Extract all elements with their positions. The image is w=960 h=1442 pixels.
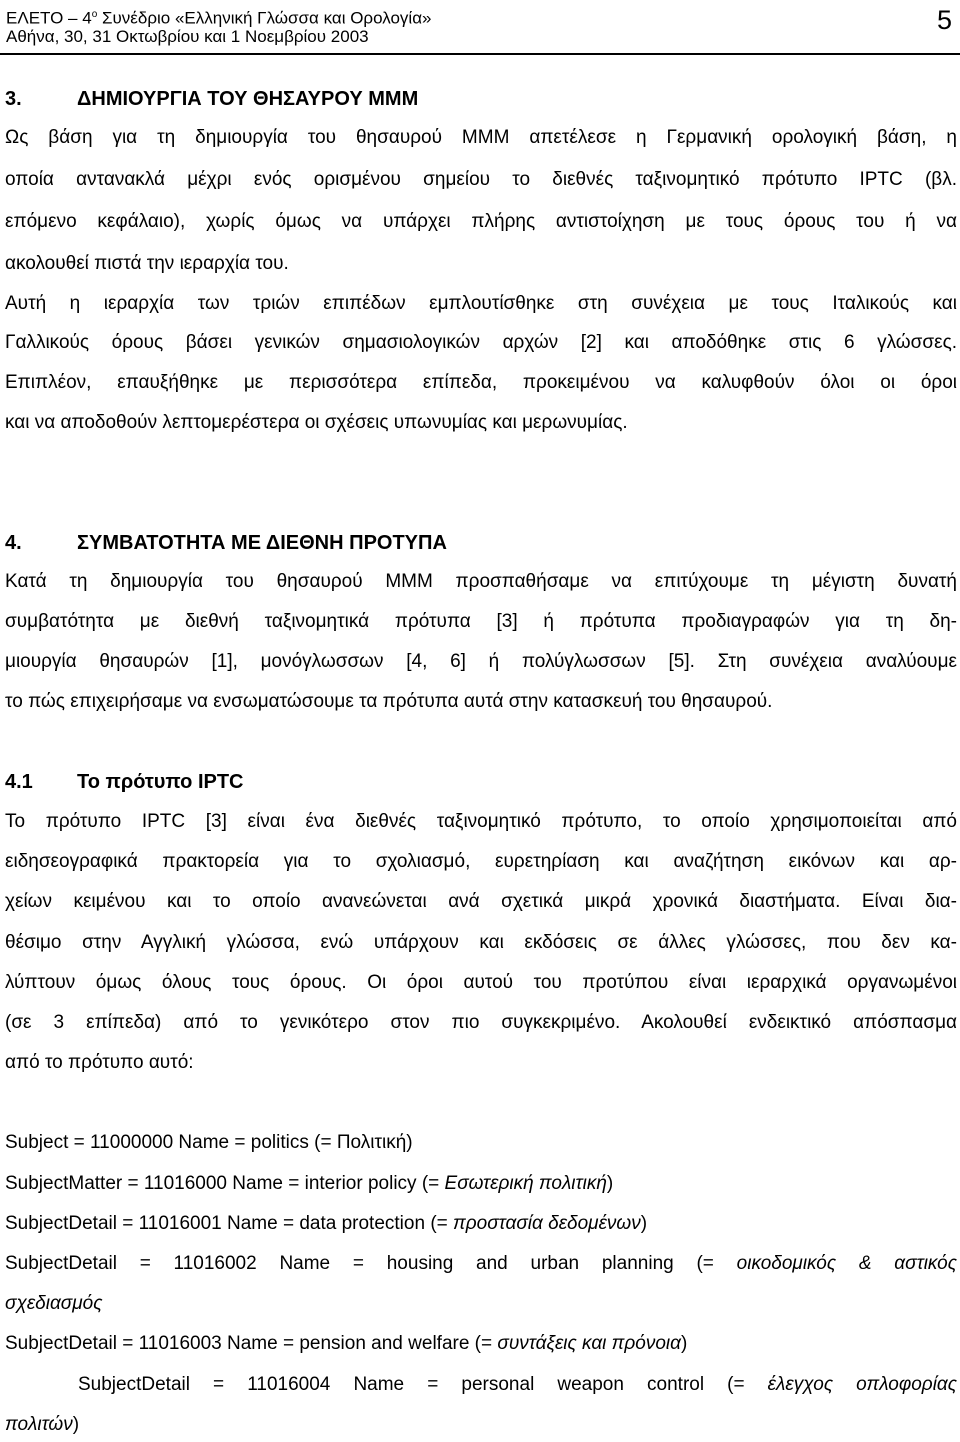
paragraph-line: από το πρότυπο αυτό: [5,1052,194,1073]
paragraph-line: το πώς επιχειρήσαμε να ενσωματώσουμε τα πρότυπα αυτά στην κατασκευή του θησαυρού. [5,691,773,712]
paragraph-line: θέσιμο στην Αγγλική γλώσσα, ενώ υπάρχουν και εκδόσεις σε άλλες γλώσσες, που δεν κα- [5,932,957,953]
paragraph-line: Κατά τη δημιουργία του θησαυρού ΜΜΜ προσπαθήσαμε να επιτύχουμε τη μέγιστη δυνατή [5,571,957,592]
section-3-heading [5,87,957,111]
paragraph-line: και να αποδοθούν λεπτομερέστερα οι σχέσεις υπωνυμίας και μερωνυμίας. [5,412,628,433]
example-closing: ) [680,1333,688,1354]
section-number: 4. [5,532,22,554]
example-translation: προστασία δεδομένων [453,1213,641,1234]
example-entry [5,1172,957,1196]
example-entry [5,1252,957,1276]
example-code: SubjectDetail = 11016001 Name = data protection (= [5,1213,454,1234]
paragraph-line: μιουργία θησαυρών [1], μονόγλωσσων [4, 6] ή πολύγλωσσων [5]. Στη συνέχεια αναλύουμε [5,651,957,672]
paragraph-line: συμβατότητα με διεθνή ταξινομητικά πρότυπα [3] ή πρότυπα προδιαγραφών για τη δη- [5,611,957,632]
header-superscript: ο [91,9,98,20]
header-text-rest: Συνέδριο «Ελληνική Γλώσσα και Ορολογία» [97,8,432,28]
example-entry [5,1212,957,1236]
example-translation: σχεδιασμός [5,1293,103,1314]
example-entry-continuation [5,1292,957,1316]
page-number: 5 [936,5,952,35]
example-entry [5,1332,957,1356]
example-code: SubjectDetail = 11016003 Name = pension and welfare (= [5,1333,498,1354]
example-translation: πολιτών [5,1414,73,1435]
section-number: 3. [5,88,22,110]
section-4-1-heading [5,770,957,794]
paragraph-line: Αυτή η ιεραρχία των τριών επιπέδων εμπλουτίσθηκε στη συνέχεια με τους Ιταλικούς και [5,293,957,314]
paragraph-line: ακολουθεί πιστά την ιεραρχία του. [5,253,289,274]
example-entry-continuation [5,1413,957,1437]
header-text: ΕΛΕΤΟ – 4 [6,8,92,28]
section-4-heading [5,531,957,555]
section-title: ΔΗΜΙΟΥΡΓΙΑ ΤΟΥ ΘΗΣΑΥΡΟΥ ΜΜΜ [77,88,419,110]
running-header-dates: Αθήνα, 30, 31 Οκτωβρίου και 1 Νοεμβρίου 2003 [6,27,369,46]
example-closing: ) [72,1414,80,1435]
section-number: 4.1 [5,771,33,793]
paragraph-line: οποία αντανακλά μέχρι ενός ορισμένου σημείου το διεθνές ταξινομητικό πρότυπο IPTC (βλ. [5,169,957,190]
example-translation: οικοδομικός & αστικός [736,1253,957,1274]
paragraph-line: ειδησεογραφικά πρακτορεία για το σχολιασμό, ευρετηρίαση και αναζήτηση εικόνων και αρ- [5,851,957,872]
paragraph-line: Επιπλέον, επαυξήθηκε με περισσότερα επίπεδα, προκειμένου να καλυφθούν όλοι οι όροι [5,372,957,393]
example-entry [78,1373,957,1397]
example-translation: Εσωτερική πολιτική [444,1173,607,1194]
example-code: SubjectDetail = 11016002 Name = housing and urban planning (= [5,1253,737,1274]
example-code: SubjectDetail = 11016004 Name = personal weapon control (= [78,1374,768,1395]
example-closing: ) [606,1173,614,1194]
example-translation: συντάξεις και πρόνοια [497,1333,681,1354]
example-closing: ) [640,1213,648,1234]
example-translation: έλεγχος οπλοφορίας [767,1374,957,1395]
running-header-conference [6,5,886,29]
header-rule [0,53,960,55]
section-title: Το πρότυπο IPTC [77,771,244,793]
section-title: ΣΥΜΒΑΤΟΤΗΤΑ ΜΕ ΔΙΕΘΝΗ ΠΡΟΤΥΠΑ [77,532,447,554]
paragraph-line: Γαλλικούς όρους βάσει γενικών σημασιολογικών αρχών [2] και αποδόθηκε στις 6 γλώσσες. [5,332,957,353]
paragraph-line: Ως βάση για τη δημιουργία του θησαυρού ΜΜΜ απετέλεσε η Γερμανική ορολογική βάση, η [5,127,957,148]
paragraph-line: Το πρότυπο IPTC [3] είναι ένα διεθνές ταξινομητικό πρότυπο, το οποίο χρησιμοποιείται από [5,811,957,832]
example-code: SubjectMatter = 11016000 Name = interior policy (= [5,1173,445,1194]
paragraph-line: (σε 3 επίπεδα) από το γενικότερο στον πιο συγκεκριμένο. Ακολουθεί ενδεικτικό απόσπασμα [5,1012,957,1033]
paragraph-line: λύπτουν όμως όλους τους όρους. Οι όροι αυτού του προτύπου είναι ιεραρχικά οργανωμένοι [5,972,957,993]
paragraph-line: επόμενο κεφάλαιο), χωρίς όμως να υπάρχει πλήρης αντιστοίχηση με τους όρους του ή να [5,211,957,232]
paragraph-line: χείων κειμένου και το οποίο ανανεώνεται ανά σχετικά μικρά χρονικά διαστήματα. Είναι δια- [5,891,957,912]
example-entry: Subject = 11000000 Name = politics (= Πολιτική) [5,1132,413,1153]
